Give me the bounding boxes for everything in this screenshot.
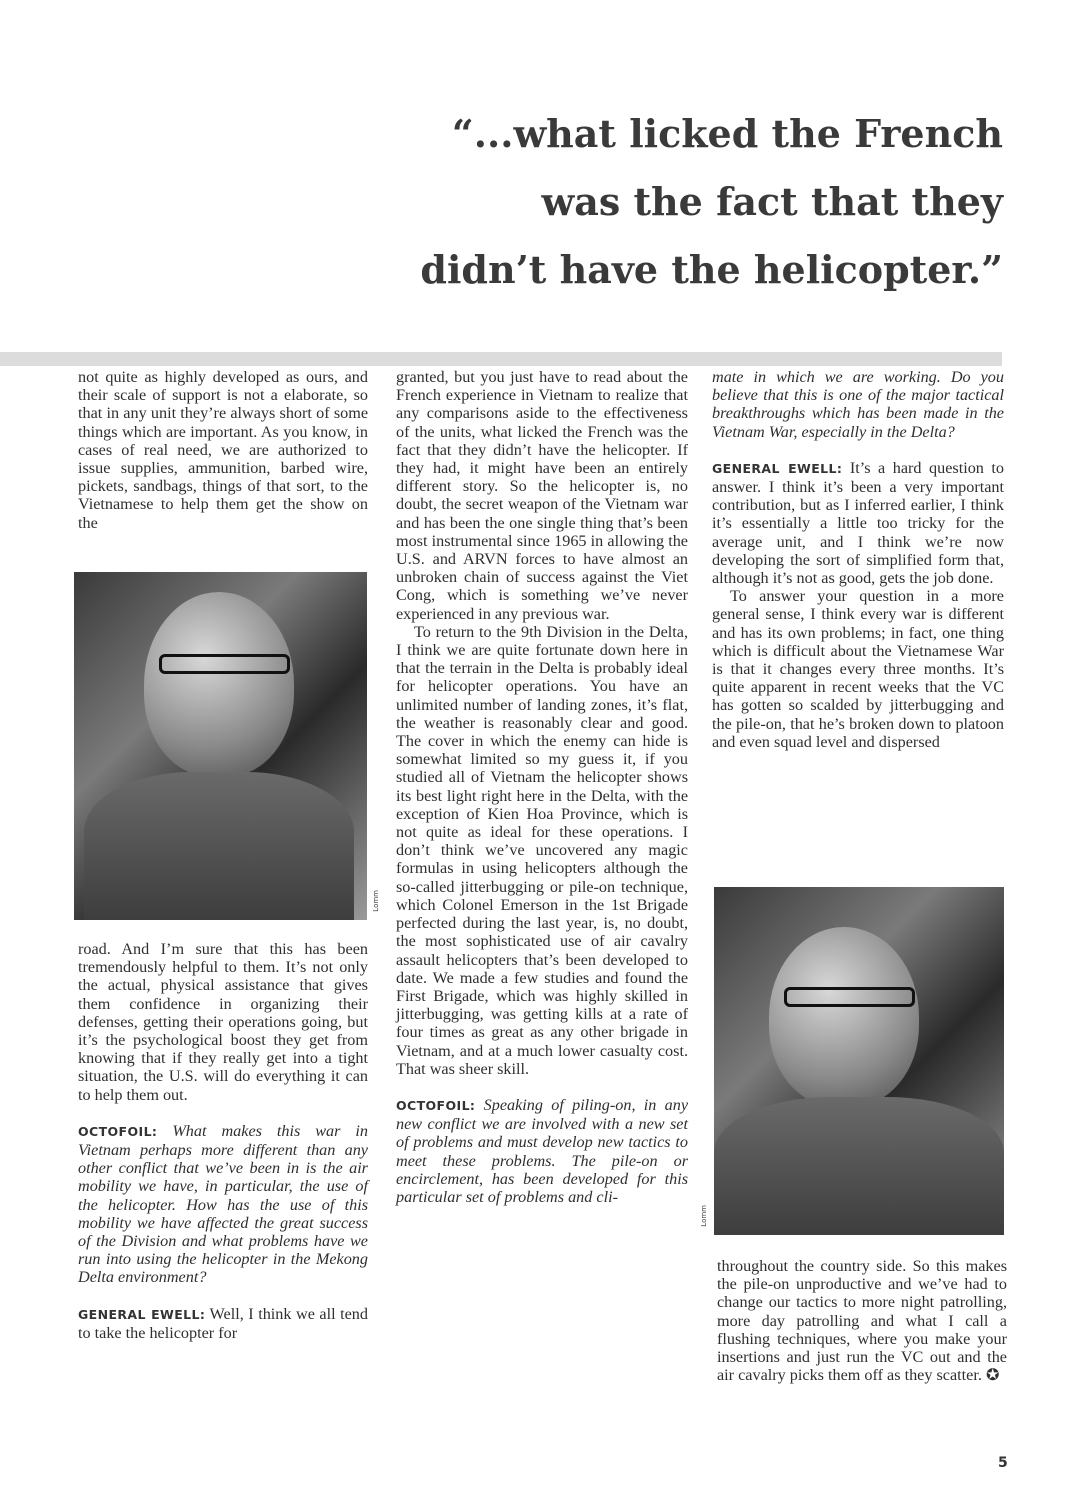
photo-general-ewell-2 <box>714 887 1004 1235</box>
photo-shirt <box>714 1097 1004 1235</box>
col1-answer <box>78 1305 368 1342</box>
answer-text: It’s a hard question to answer. I think it’s been a very important contribution, but as I inferred earlier, I think it’s essentially a little too tricky for the average unit, and I think we’re now developing the sort of simplified form that, although it’s not as good, gets the job done. <box>712 458 1005 588</box>
column-3-lower <box>717 1257 1007 1384</box>
col2-question <box>396 1096 688 1206</box>
page-number: 5 <box>998 1455 1008 1471</box>
question-text: What makes this war in Vietnam perhaps more different than any other conflict that we’ve been in is the air mobility we have, in particular, the use of the helicopter. How has the use of this mobility we have affected the great success of the Division and what problems have we run into using the helicopter in the Mekong Delta environment? <box>78 1121 369 1287</box>
photo-glasses <box>784 987 915 1007</box>
col3-paragraph-2: To answer your question in a more general sense, I think every war is different and has its own problems; in fact, one thing which is difficult about the Vietnamese War is that it changes every three months. It’s quite apparent in recent weeks that the VC has gotten so scalded by jitterbugging and the pile-on, that he’s broken down to platoon and even squad level and dispersed <box>712 587 1004 751</box>
col1-paragraph-2: road. And I’m sure that this has been tremendously helpful to them. It’s not only the actual, physical assistance that gives them confidence in organizing their defenses, getting their operations going, but it’s the psychological boost they get from knowing that if they really get into a tight situation, the U.S. will do everything it can to help them out. <box>78 940 368 1104</box>
photo-glasses <box>159 654 290 674</box>
speaker-octofoil: OCTOFOIL: <box>78 1123 158 1139</box>
headline-line-1: “...what licked the French <box>451 111 1003 156</box>
col3-paragraph-3: throughout the country side. So this makes the pile-on unproductive and we’ve had to change our tactics to more night patrolling, more day patrolling and what I call a flushing techniques, where you make your insertions and just run the VC out and the air cavalry picks them off as they scatter. ✪ <box>717 1257 1007 1385</box>
photo-head <box>769 927 919 1107</box>
question-text: Speaking of piling-on, in any new conflict we are involved with a new set of problems and must develop new tactics to meet these problems. The pile-on or encirclement, has been developed for this particular set of problems and cli- <box>396 1095 689 1206</box>
col2-paragraph-2: To return to the 9th Division in the Delta, I think we are quite fortunate down here in that the terrain in the Delta is probably ideal for helicopter operations. You have an unlimited number of landing zones, it’s flat, the weather is reasonably clear and good. The cover in which the enemy can hide is somewhat limited so my guess it, if you studied all of Vietnam the helicopter shows its best light right here in the Delta, with the exception of Kien Hoa Province, which is not quite as ideal for these operations. I don’t think we’ve uncovered any magic formulas in using helicopters although the so-called jitterbugging or pile-on technique, which Colonel Emerson in the 1st Brigade perfected during the last year, is, no doubt, the most sophisticated use of air cavalry assault helicopters that’s been developed to date. We made a few studies and found the First Brigade, which was highly skilled in jitterbugging, was getting kills at a rate of four times as great as any other brigade in Vietnam, and at a much lower casualty cost. That was sheer skill. <box>396 622 688 1078</box>
column-2 <box>396 368 688 1206</box>
column-1-lower <box>78 940 368 1342</box>
photo-credit-1: Lomm <box>372 890 380 912</box>
photo-credit-2: Lomm <box>700 1205 708 1227</box>
speaker-octofoil: OCTOFOIL: <box>396 1097 476 1113</box>
column-3 <box>712 368 1004 751</box>
col1-question <box>78 1122 368 1287</box>
col2-paragraph-1: granted, but you just have to read about the French experience in Vietnam to realize that any comparisons aside to the effectiveness of the units, what licked the French was the fact that they didn’t have the helicopter. If they had, it might have been an entirely different story. So the helicopter is, no doubt, the secret weapon of the Vietnam war and has been the one single thing that’s been most instrumental since 1965 in allowing the U.S. and ARVN forces to have almost an unbroken chain of success against the Viet Cong, which is something we’ve never experienced in any previous war. <box>396 368 688 623</box>
answer-text: Well, I think we all tend to take the helicopter for <box>78 1304 368 1342</box>
pull-quote-headline <box>383 100 1003 304</box>
speaker-general-ewell: GENERAL EWELL: <box>712 460 843 476</box>
photo-general-ewell-1 <box>74 572 367 920</box>
speaker-general-ewell: GENERAL EWELL: <box>78 1306 206 1322</box>
photo-head <box>144 592 294 777</box>
headline-line-3: didn’t have the helicopter.” <box>420 247 1003 292</box>
photo-shirt <box>84 772 354 920</box>
end-mark-icon: ✪ <box>985 1366 1000 1385</box>
col3-question-continued: mate in which we are working. Do you believe that this is one of the major tactical breakthroughs which has been made in the Vietnam War, especially in the Delta? <box>712 368 1004 441</box>
col3-answer <box>712 459 1004 587</box>
column-1 <box>78 368 368 532</box>
headline-line-2: was the fact that they <box>541 179 1003 224</box>
col1-paragraph-1: not quite as highly developed as ours, and their scale of support is not a elaborate, so that in any unit they’re always short of some things which are important. As you know, in cases of real need, we are authorized to issue supplies, ammunition, barbed wire, pickets, sandbags, things of that sort, to the Vietnamese to help them get the show on the <box>78 368 368 532</box>
header-rule <box>0 352 1002 366</box>
